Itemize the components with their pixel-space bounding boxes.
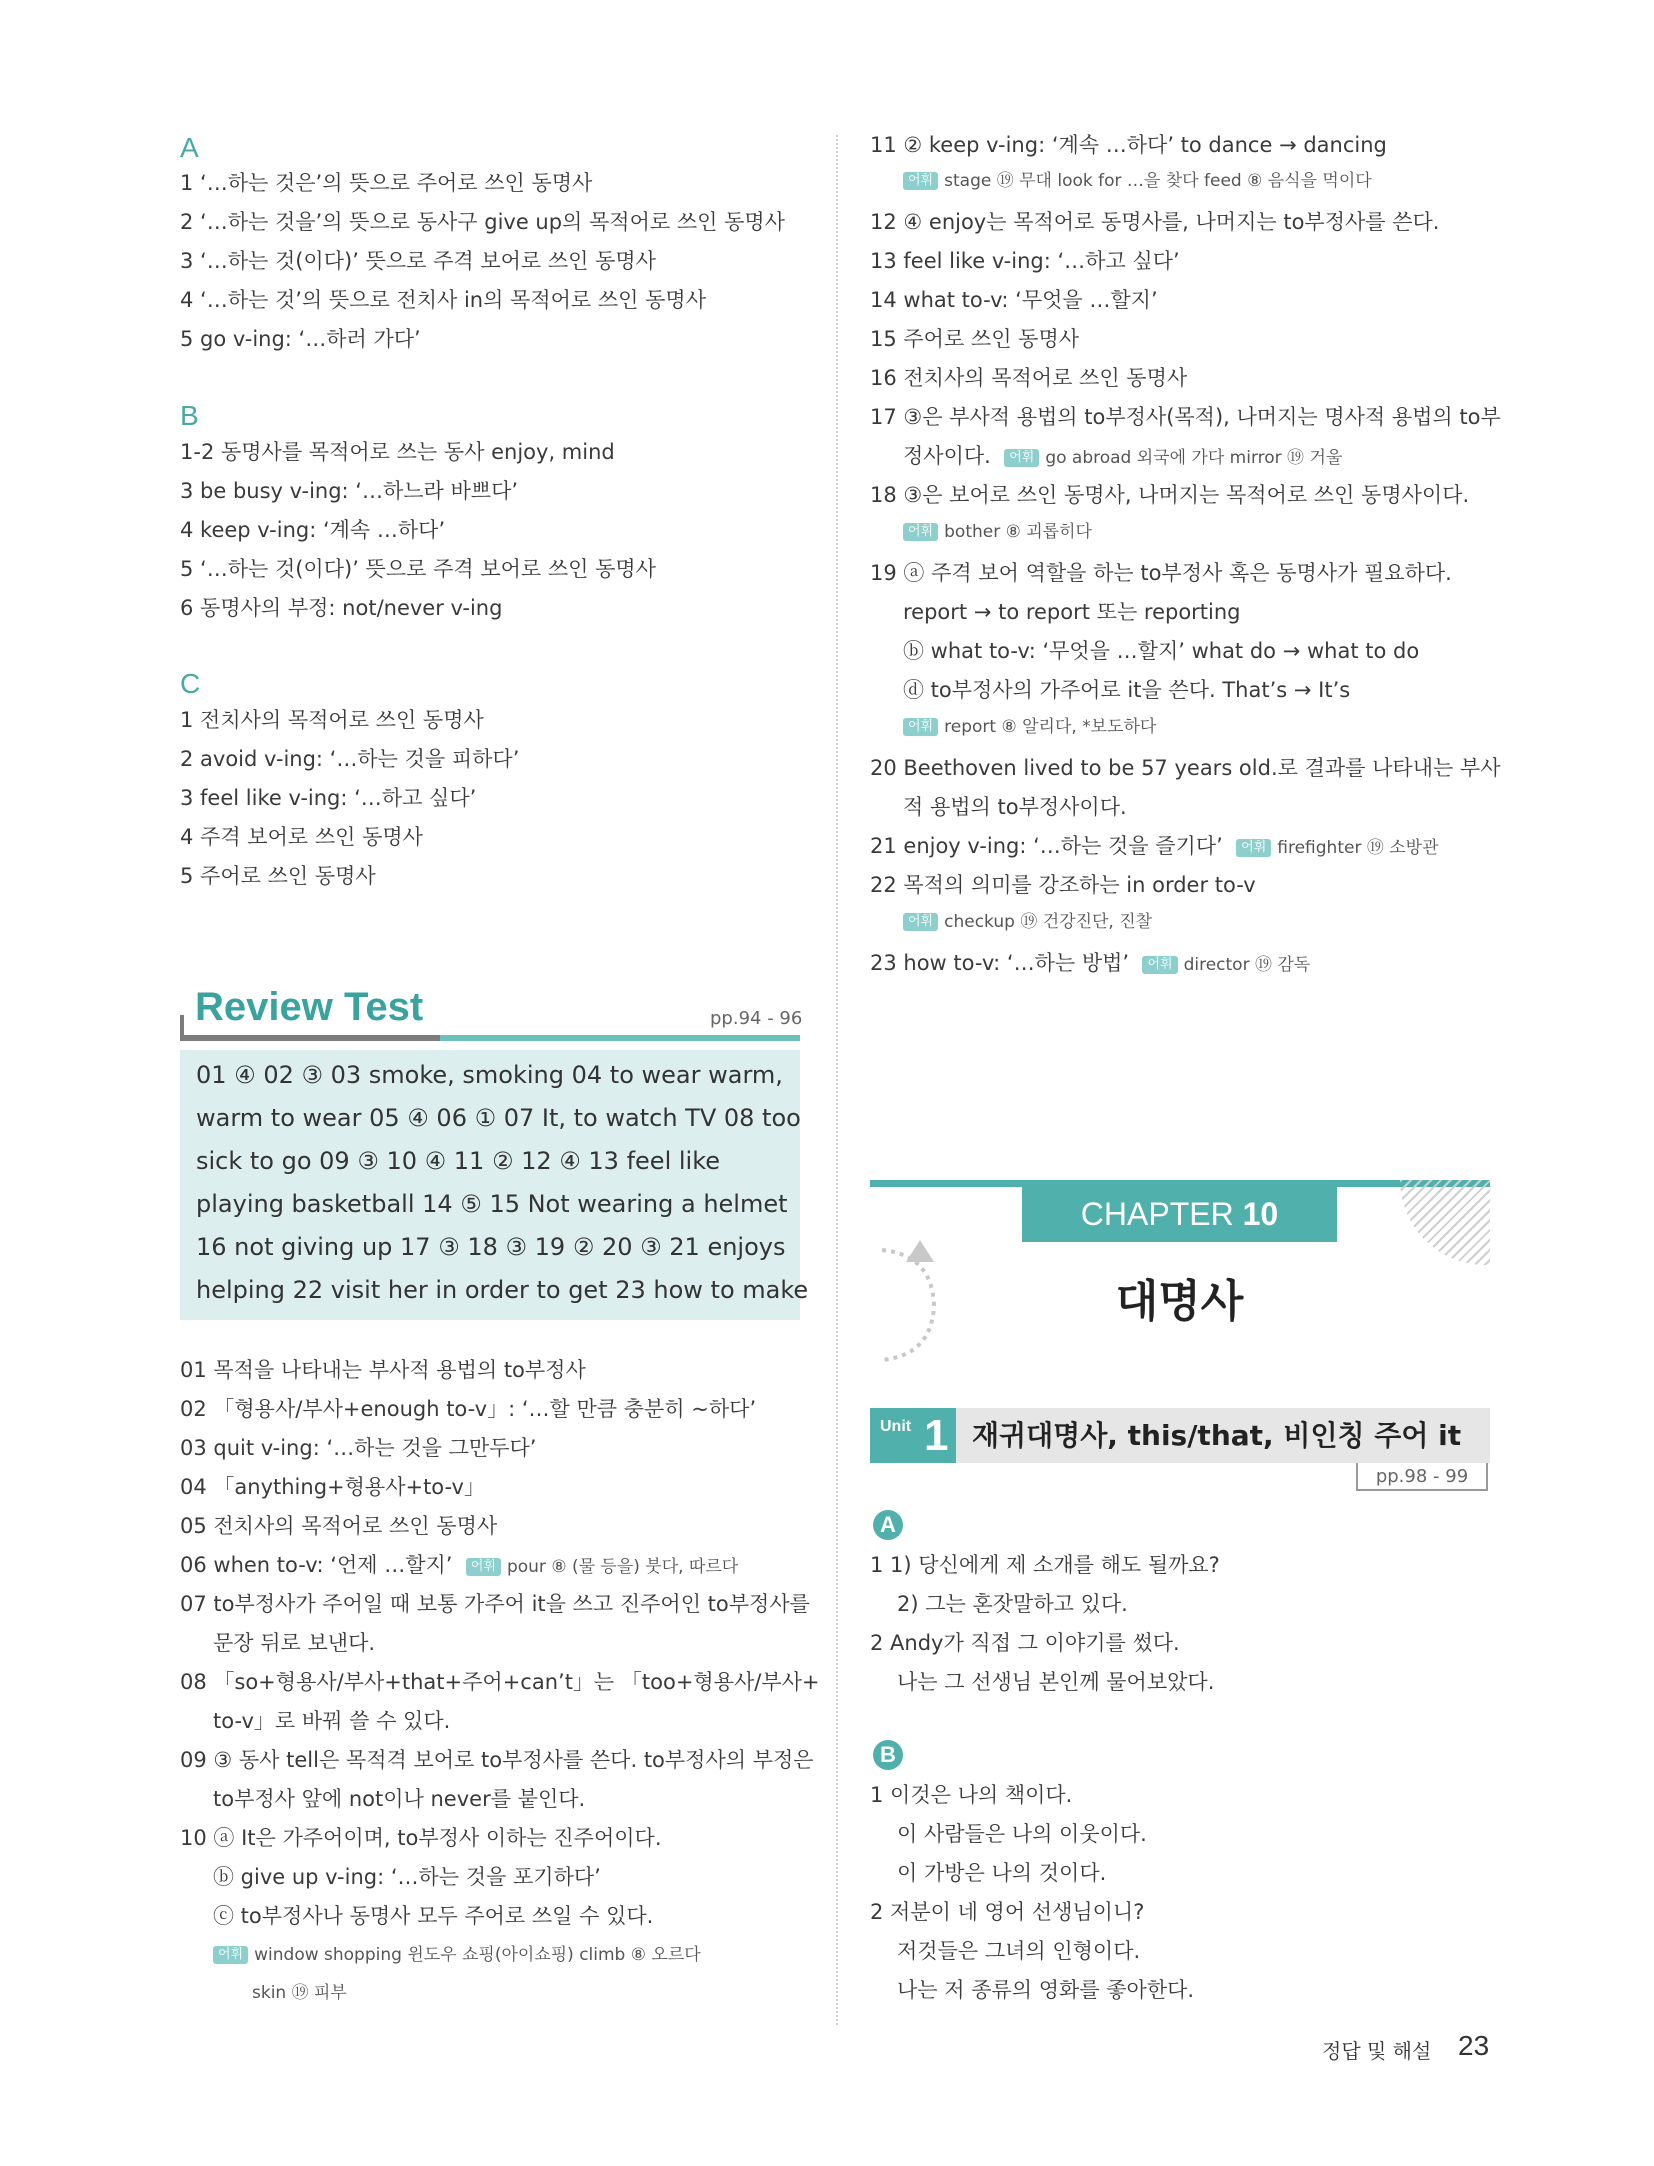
- explanation-line: 16 전치사의 목적어로 쓰인 동명사: [870, 366, 1188, 390]
- answer-line: playing basketball 14 ⑤ 15 Not wearing a helmet: [196, 1190, 788, 1218]
- unit-b-item: 나는 저 종류의 영화를 좋아한다.: [897, 1978, 1195, 2002]
- vocab-text: director ⑲ 감독: [1183, 955, 1311, 975]
- vocab-tag: 어휘: [1004, 449, 1039, 467]
- explanation-line: 15 주어로 쓰인 동명사: [870, 327, 1080, 351]
- section-c-item: 2 avoid v-ing: ‘…하는 것을 피하다’: [180, 747, 520, 771]
- explanation-line: ⓑ what to-v: ‘무엇을 …할지’ what do → what to do: [903, 639, 1420, 663]
- unit-a-item: 2) 그는 혼잣말하고 있다.: [897, 1592, 1128, 1616]
- section-b-item: 1-2 동명사를 목적어로 쓰는 동사 enjoy, mind: [180, 440, 615, 464]
- section-c-item: 1 전치사의 목적어로 쓰인 동명사: [180, 708, 484, 732]
- review-test-title: Review Test: [195, 985, 424, 1029]
- vocab-tag: 어휘: [903, 523, 938, 541]
- explanation-line: 18 ③은 보어로 쓰인 동명사, 나머지는 목적어로 쓰인 동명사이다.: [870, 483, 1470, 507]
- section-a-item: 1 ‘…하는 것은’의 뜻으로 주어로 쓰인 동명사: [180, 171, 593, 195]
- review-bar-dark: [180, 1035, 440, 1041]
- section-b-item: 6 동명사의 부정: not/never v-ing: [180, 596, 503, 620]
- explanation-line: 19 ⓐ 주격 보어 역할을 하는 to부정사 혹은 동명사가 필요하다.: [870, 561, 1452, 585]
- explanation-line: 17 ③은 부사적 용법의 to부정사(목적), 나머지는 명사적 용법의 to부: [870, 405, 1501, 429]
- vocab-text: window shopping 윈도우 쇼핑(아이쇼핑) climb ⑧ 오르다: [254, 1945, 701, 1965]
- section-b-item: 3 be busy v-ing: ‘…하느라 바쁘다’: [180, 479, 519, 503]
- answer-line: sick to go 09 ③ 10 ④ 11 ② 12 ④ 13 feel like: [196, 1147, 721, 1175]
- section-a-item: 2 ‘…하는 것을’의 뜻으로 동사구 give up의 목적어로 쓰인 동명사: [180, 210, 785, 234]
- explanation-text: 정사이다.: [903, 444, 991, 468]
- explanation-line: 11 ② keep v-ing: ‘계속 …하다’ to dance → dancing: [870, 133, 1387, 157]
- chapter-number: 10: [1242, 1196, 1279, 1232]
- vocab-text: pour ⑧ (물 등을) 붓다, 따르다: [506, 1557, 739, 1577]
- explanation-line: 20 Beethoven lived to be 57 years old.로 결과를 나타내는 부사: [870, 756, 1501, 780]
- explanation-text: 21 enjoy v-ing: ‘…하는 것을 즐기다’: [870, 834, 1223, 858]
- vocab-tag: 어휘: [903, 172, 938, 190]
- vocab-line: [903, 517, 1092, 547]
- unit-b-item: 저것들은 그녀의 인형이다.: [897, 1939, 1141, 1963]
- section-c-item: 3 feel like v-ing: ‘…하고 싶다’: [180, 786, 477, 810]
- section-c-item: 5 주어로 쓰인 동명사: [180, 864, 376, 888]
- explanation-line: [180, 1550, 738, 1582]
- unit-pages: pp.98 - 99: [1356, 1463, 1488, 1491]
- explanation-text: 06 when to-v: ‘언제 …할지’: [180, 1553, 453, 1577]
- vocab-text: firefighter ⑲ 소방관: [1277, 838, 1439, 858]
- chapter-label: CHAPTER: [1080, 1196, 1234, 1232]
- explanation-line: 22 목적의 의미를 강조하는 in order to-v: [870, 873, 1256, 897]
- unit-word: Unit: [880, 1418, 912, 1435]
- explanation-line: 문장 뒤로 보낸다.: [213, 1631, 376, 1655]
- explanation-line: 02 「형용사/부사+enough to-v」: ‘…할 만큼 충분히 ~하다’: [180, 1397, 757, 1421]
- answer-line: 01 ④ 02 ③ 03 smoke, smoking 04 to wear warm,: [196, 1061, 783, 1089]
- explanation-line: 13 feel like v-ing: ‘…하고 싶다’: [870, 249, 1180, 273]
- unit-b-item: 이 가방은 나의 것이다.: [897, 1861, 1107, 1885]
- unit-section-b-badge: B: [873, 1740, 903, 1770]
- section-b-item: 4 keep v-ing: ‘계속 …하다’: [180, 518, 446, 542]
- answer-line: helping 22 visit her in order to get 23 how to make: [196, 1276, 809, 1304]
- explanation-line: to-v」로 바꿔 쓸 수 있다.: [213, 1709, 451, 1733]
- vocab-line: [903, 712, 1156, 742]
- explanation-line: 09 ③ 동사 tell은 목적격 보어로 to부정사를 쓴다. to부정사의 부정은: [180, 1748, 814, 1772]
- explanation-line: [903, 441, 1342, 473]
- review-bar: [440, 1035, 800, 1041]
- refresh-arrow-icon: [872, 1240, 942, 1370]
- chapter-top-bar: [870, 1180, 1490, 1187]
- unit-title: 재귀대명사, this/that, 비인칭 주어 it: [972, 1419, 1462, 1452]
- explanation-line: ⓓ to부정사의 가주어로 it을 쓴다. That’s → It’s: [903, 678, 1351, 702]
- vocab-text: go abroad 외국에 가다 mirror ⑲ 거울: [1045, 448, 1343, 468]
- explanation-line: ⓒ to부정사나 동명사 모두 주어로 쓰일 수 있다.: [213, 1904, 654, 1928]
- unit-b-item: 이 사람들은 나의 이웃이다.: [897, 1822, 1147, 1846]
- section-c-letter: C: [180, 668, 201, 699]
- vocab-tag: 어휘: [1236, 839, 1271, 857]
- section-b-item: 5 ‘…하는 것(이다)’ 뜻으로 주격 보어로 쓰인 동명사: [180, 557, 656, 581]
- section-a-item: 4 ‘…하는 것’의 뜻으로 전치사 in의 목적어로 쓰인 동명사: [180, 288, 706, 312]
- unit-section-a-badge: A: [873, 1510, 903, 1540]
- explanation-text: 23 how to-v: ‘…하는 방법’: [870, 951, 1130, 975]
- answer-line: warm to wear 05 ④ 06 ① 07 It, to watch TV 08 too: [196, 1104, 801, 1132]
- explanation-line: 적 용법의 to부정사이다.: [903, 795, 1127, 819]
- vocab-tag: 어휘: [903, 718, 938, 736]
- unit-b-item: 2 저분이 네 영어 선생님이니?: [870, 1900, 1145, 1924]
- page-number: 23: [1458, 2030, 1490, 2061]
- vocab-text: bother ⑧ 괴롭히다: [944, 522, 1092, 542]
- vocab-text: checkup ⑲ 건강진단, 진찰: [944, 912, 1153, 932]
- review-pages: pp.94 - 96: [710, 1008, 803, 1029]
- vocab-line: [903, 166, 1372, 196]
- chapter-tab: [1022, 1187, 1337, 1242]
- vocab-line: skin ⑲ 피부: [252, 1983, 347, 2003]
- answer-line: 16 not giving up 17 ③ 18 ③ 19 ② 20 ③ 21 enjoys: [196, 1233, 786, 1261]
- explanation-line: 01 목적을 나타내는 부사적 용법의 to부정사: [180, 1358, 586, 1382]
- vocab-tag: 어휘: [1142, 956, 1177, 974]
- unit-number: 1: [924, 1411, 949, 1460]
- explanation-line: report → to report 또는 reporting: [903, 600, 1241, 624]
- explanation-line: to부정사 앞에 not이나 never를 붙인다.: [213, 1787, 586, 1811]
- vocab-tag: 어휘: [466, 1558, 501, 1576]
- explanation-line: 07 to부정사가 주어일 때 보통 가주어 it을 쓰고 진주어인 to부정사를: [180, 1592, 810, 1616]
- vocab-text: stage ⑲ 무대 look for …을 찾다 feed ⑧ 음식을 먹이다: [944, 171, 1372, 191]
- section-a-item: 5 go v-ing: ‘…하러 가다’: [180, 327, 421, 351]
- vocab-line: [903, 907, 1152, 937]
- explanation-line: 04 「anything+형용사+to-v」: [180, 1475, 485, 1499]
- vocab-tag: 어휘: [903, 913, 938, 931]
- vocab-tag: 어휘: [213, 1946, 248, 1964]
- vocab-line: [213, 1940, 701, 1970]
- explanation-line: 12 ④ enjoy는 목적어로 동명사를, 나머지는 to부정사를 쓴다.: [870, 210, 1440, 234]
- vocab-text: report ⑧ 알리다, *보도하다: [944, 717, 1157, 737]
- unit-a-item: 1 1) 당신에게 제 소개를 해도 될까요?: [870, 1553, 1220, 1577]
- explanation-line: 08 「so+형용사/부사+that+주어+can’t」는 「too+형용사/부사+: [180, 1670, 820, 1694]
- chapter-title: 대명사: [1115, 1276, 1244, 1327]
- unit-b-item: 1 이것은 나의 책이다.: [870, 1783, 1073, 1807]
- unit-a-item: 나는 그 선생님 본인께 물어보았다.: [897, 1670, 1215, 1694]
- explanation-line: [870, 831, 1439, 863]
- unit-badge: [870, 1408, 956, 1463]
- chapter-hatch-decoration: [1400, 1180, 1490, 1265]
- section-a-letter: A: [180, 132, 199, 163]
- section-b-letter: B: [180, 400, 199, 431]
- column-divider: [836, 135, 838, 2025]
- explanation-line: 03 quit v-ing: ‘…하는 것을 그만두다’: [180, 1436, 537, 1460]
- footer-label: 정답 및 해설: [1322, 2039, 1432, 2063]
- explanation-line: 14 what to-v: ‘무엇을 …할지’: [870, 288, 1158, 312]
- explanation-line: 10 ⓐ It은 가주어이며, to부정사 이하는 진주어이다.: [180, 1826, 662, 1850]
- section-c-item: 4 주격 보어로 쓰인 동명사: [180, 825, 423, 849]
- explanation-line: [870, 948, 1310, 980]
- explanation-line: ⓑ give up v-ing: ‘…하는 것을 포기하다’: [213, 1865, 601, 1889]
- section-a-item: 3 ‘…하는 것(이다)’ 뜻으로 주격 보어로 쓰인 동명사: [180, 249, 656, 273]
- unit-a-item: 2 Andy가 직접 그 이야기를 썼다.: [870, 1631, 1180, 1655]
- explanation-line: 05 전치사의 목적어로 쓰인 동명사: [180, 1514, 498, 1538]
